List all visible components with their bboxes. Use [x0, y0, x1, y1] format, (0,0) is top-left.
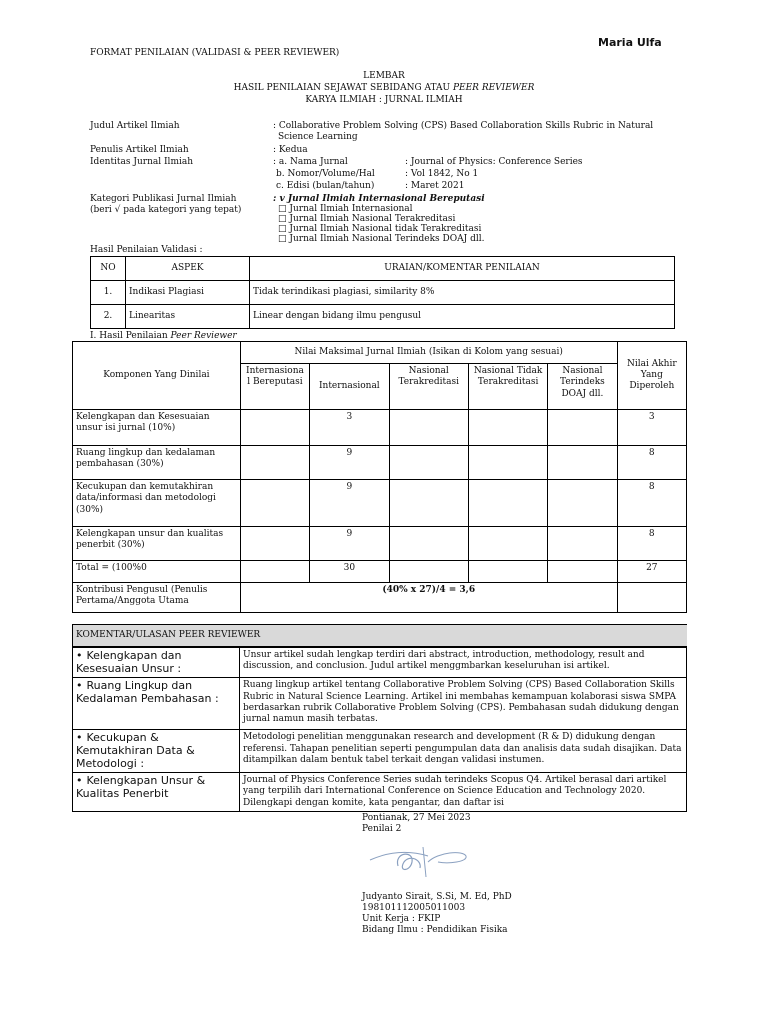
judul-value-1: : Collaborative Problem Solving (CPS) Based Collaboration Skills Rubric in Natural	[273, 121, 654, 131]
peer-cell	[389, 446, 468, 480]
komentar-row	[73, 730, 687, 773]
header-line1: LEMBAR	[363, 71, 405, 81]
sub-header-nasional-tidak-terakreditasi: Nasional Tidak Terakreditasi	[468, 364, 547, 410]
peer-row	[73, 410, 687, 446]
komentar-header: KOMENTAR/ULASAN PEER REVIEWER	[73, 625, 688, 647]
peer-kontribusi-row	[73, 583, 687, 613]
peer-header-row	[73, 342, 687, 364]
komentar-label	[73, 730, 240, 773]
peer-row	[73, 446, 687, 480]
peer-title-text: I. Hasil Penilaian	[90, 331, 171, 341]
validasi-uraian: Linear dengan bidang ilmu pengusul	[250, 305, 675, 329]
nilai-akhir-header: Nilai Akhir Yang Diperoleh	[617, 342, 686, 410]
validasi-no: 1.	[91, 281, 126, 305]
komentar-label-text: Ruang Lingkup dan Kedalaman Pembahasan :	[76, 679, 219, 705]
komentar-label	[73, 773, 240, 812]
peer-cell	[240, 410, 309, 446]
komentar-table	[72, 624, 687, 647]
komponen-header: Komponen Yang Dinilai	[73, 342, 241, 410]
peer-akhir: 8	[617, 527, 686, 561]
kategori-label: Kategori Publikasi Jurnal Ilmiah	[90, 194, 237, 204]
peer-cell	[468, 480, 547, 527]
peer-total-row	[73, 561, 687, 583]
peer-total-internasional: 30	[310, 561, 389, 583]
signature-image	[368, 842, 478, 882]
komentar-row	[73, 678, 687, 730]
kategori-hint: (beri √ pada kategori yang tepat)	[90, 205, 242, 215]
identitas-label: Identitas Jurnal Ilmiah	[90, 157, 194, 167]
place-date: Pontianak, 27 Mei 2023	[362, 813, 471, 823]
signer-nip: 198101112005011003	[362, 903, 466, 913]
peer-row	[73, 527, 687, 561]
peer-cell	[389, 480, 468, 527]
komentar-row	[73, 773, 687, 812]
author-name: Maria Ulfa	[598, 36, 662, 49]
validasi-header-row	[91, 257, 675, 281]
peer-cell	[389, 527, 468, 561]
komentar-text: Metodologi penelitian menggunakan research and development (R & D) didukung dengan referensi. Tahapan penelitian seperti pengumpulan data dan analisis data sudah disajikan. Data ditampilkan dalam bentuk tabel terkait dengan validasi instumen.	[240, 730, 687, 773]
identitas-row-label: : a. Nama Jurnal	[273, 157, 348, 167]
sub-header-internasional: Internasional	[310, 364, 389, 410]
judul-value-2: Science Learning	[278, 132, 358, 142]
peer-cell	[548, 527, 617, 561]
peer-cell	[617, 583, 686, 613]
peer-total-label: Total = (100%0	[73, 561, 241, 583]
komentar-row	[73, 648, 687, 678]
kategori-option: □ Jurnal Ilmiah Nasional tidak Terakreditasi	[278, 224, 482, 234]
penulis-label: Penulis Artikel Ilmiah	[90, 145, 189, 155]
komentar-label	[73, 648, 240, 678]
kategori-selected: : v Jurnal Ilmiah Internasional Bereputasi	[273, 194, 485, 204]
validasi-table	[90, 256, 675, 329]
header-line2-italic: PEER REVIEWER	[452, 83, 535, 93]
validasi-header-no: NO	[91, 257, 126, 281]
signer-unit: Unit Kerja : FKIP	[362, 914, 441, 924]
peer-komponen: Kelengkapan unsur dan kualitas penerbit (30%)	[73, 527, 241, 561]
header-line2-text: HASIL PENILAIAN SEJAWAT SEBIDANG ATAU	[233, 83, 453, 93]
peer-cell	[468, 410, 547, 446]
peer-komponen: Kecukupan dan kemutakhiran data/informasi dan metodologi (30%)	[73, 480, 241, 527]
signer-bidang: Bidang Ilmu : Pendidikan Fisika	[362, 925, 508, 935]
peer-cell	[468, 446, 547, 480]
peer-akhir: 8	[617, 480, 686, 527]
komentar-text: Unsur artikel sudah lengkap terdiri dari abstract, introduction, methodology, result and discussion, and conclusion. Judul artikel menggmbarkan keseluruhan isi artikel.	[240, 648, 687, 678]
sub-header-internasional-bereputasi: Internasiona l Bereputasi	[240, 364, 309, 410]
validasi-header-aspek: ASPEK	[126, 257, 250, 281]
identitas-row-label: b. Nomor/Volume/Hal	[276, 169, 375, 179]
peer-internasional: 3	[310, 410, 389, 446]
identitas-row-value: : Vol 1842, No 1	[405, 169, 479, 179]
komentar-header-row	[73, 625, 688, 647]
validasi-aspek: Linearitas	[126, 305, 250, 329]
peer-internasional: 9	[310, 446, 389, 480]
kategori-option: □ Jurnal Ilmiah Internasional	[278, 204, 413, 214]
peer-akhir: 8	[617, 446, 686, 480]
peer-cell	[468, 527, 547, 561]
peer-total-akhir: 27	[617, 561, 686, 583]
kategori-option: □ Jurnal Ilmiah Nasional Terakreditasi	[278, 214, 456, 224]
komentar-text: Ruang lingkup artikel tentang Collaborative Problem Solving (CPS) Based Collaboration Skills Rubric in Natural Science Learning. Artikel ini membahas kemampuan kolaborasi siswa SMPA berdasarkan rubrik Collaborative Problem Solving (CPS). Pembahasan sudah didukung dengan jurnal namun masih terbatas.	[240, 678, 687, 730]
peer-cell	[240, 480, 309, 527]
header-line2	[0, 83, 768, 93]
kontribusi-label: Kontribusi Pengusul (Penulis Pertama/Anggota Utama	[73, 583, 241, 613]
validasi-no: 2.	[91, 305, 126, 329]
penulis-value: : Kedua	[273, 145, 308, 155]
peer-title	[90, 331, 237, 341]
sub-header-nasional-doaj: Nasional Terindeks DOAJ dll.	[548, 364, 617, 410]
peer-komponen: Ruang lingkup dan kedalaman pembahasan (30%)	[73, 446, 241, 480]
identitas-row-label: c. Edisi (bulan/tahun)	[276, 181, 375, 191]
peer-cell	[240, 561, 309, 583]
kontribusi-value: (40% x 27)/4 = 3,6	[240, 583, 617, 613]
signer-role: Penilai 2	[362, 824, 402, 834]
peer-cell	[389, 410, 468, 446]
identitas-row-value: : Maret 2021	[405, 181, 465, 191]
peer-cell	[389, 561, 468, 583]
komentar-label-text: Kecukupan & Kemutakhiran Data & Metodologi :	[76, 731, 195, 770]
peer-row	[73, 480, 687, 527]
peer-title-italic: Peer Reviewer	[170, 331, 237, 341]
komentar-label-text: Kelengkapan dan Kesesuaian Unsur :	[76, 649, 182, 675]
validasi-header-uraian: URAIAN/KOMENTAR PENILAIAN	[250, 257, 675, 281]
peer-cell	[548, 561, 617, 583]
identitas-row-value: : Journal of Physics: Conference Series	[405, 157, 583, 167]
validasi-title: Hasil Penilaian Validasi :	[90, 245, 203, 255]
sub-header-nasional-terakreditasi: Nasional Terakreditasi	[389, 364, 468, 410]
validasi-uraian: Tidak terindikasi plagiasi, similarity 8%	[250, 281, 675, 305]
komentar-body	[72, 647, 687, 812]
signer-name: Judyanto Sirait, S.Si, M. Ed, PhD	[362, 892, 512, 902]
komentar-label-text: Kelengkapan Unsur & Kualitas Penerbit	[76, 774, 206, 800]
peer-cell	[240, 446, 309, 480]
validasi-row	[91, 281, 675, 305]
validasi-row	[91, 305, 675, 329]
nilai-max-header: Nilai Maksimal Jurnal Ilmiah (Isikan di Kolom yang sesuai)	[240, 342, 617, 364]
validasi-aspek: Indikasi Plagiasi	[126, 281, 250, 305]
peer-cell	[548, 446, 617, 480]
peer-table	[72, 341, 687, 613]
peer-internasional: 9	[310, 480, 389, 527]
komentar-label	[73, 678, 240, 730]
komentar-text: Journal of Physics Conference Series sudah terindeks Scopus Q4. Artikel berasal dari artikel yang terpilih dari International Conference on Science Education and Technology 2020. Dilengkapi dengan komite, kata pengantar, dan daftar isi	[240, 773, 687, 812]
header-line3: KARYA ILMIAH : JURNAL ILMIAH	[305, 95, 463, 105]
judul-label: Judul Artikel Ilmiah	[90, 121, 180, 131]
peer-akhir: 3	[617, 410, 686, 446]
kategori-option: □ Jurnal Ilmiah Nasional Terindeks DOAJ dll.	[278, 234, 485, 244]
format-title: FORMAT PENILAIAN (VALIDASI & PEER REVIEWER)	[90, 48, 340, 58]
peer-komponen: Kelengkapan dan Kesesuaian unsur isi jurnal (10%)	[73, 410, 241, 446]
peer-cell	[548, 410, 617, 446]
peer-cell	[548, 480, 617, 527]
peer-cell	[468, 561, 547, 583]
peer-cell	[240, 527, 309, 561]
peer-internasional: 9	[310, 527, 389, 561]
